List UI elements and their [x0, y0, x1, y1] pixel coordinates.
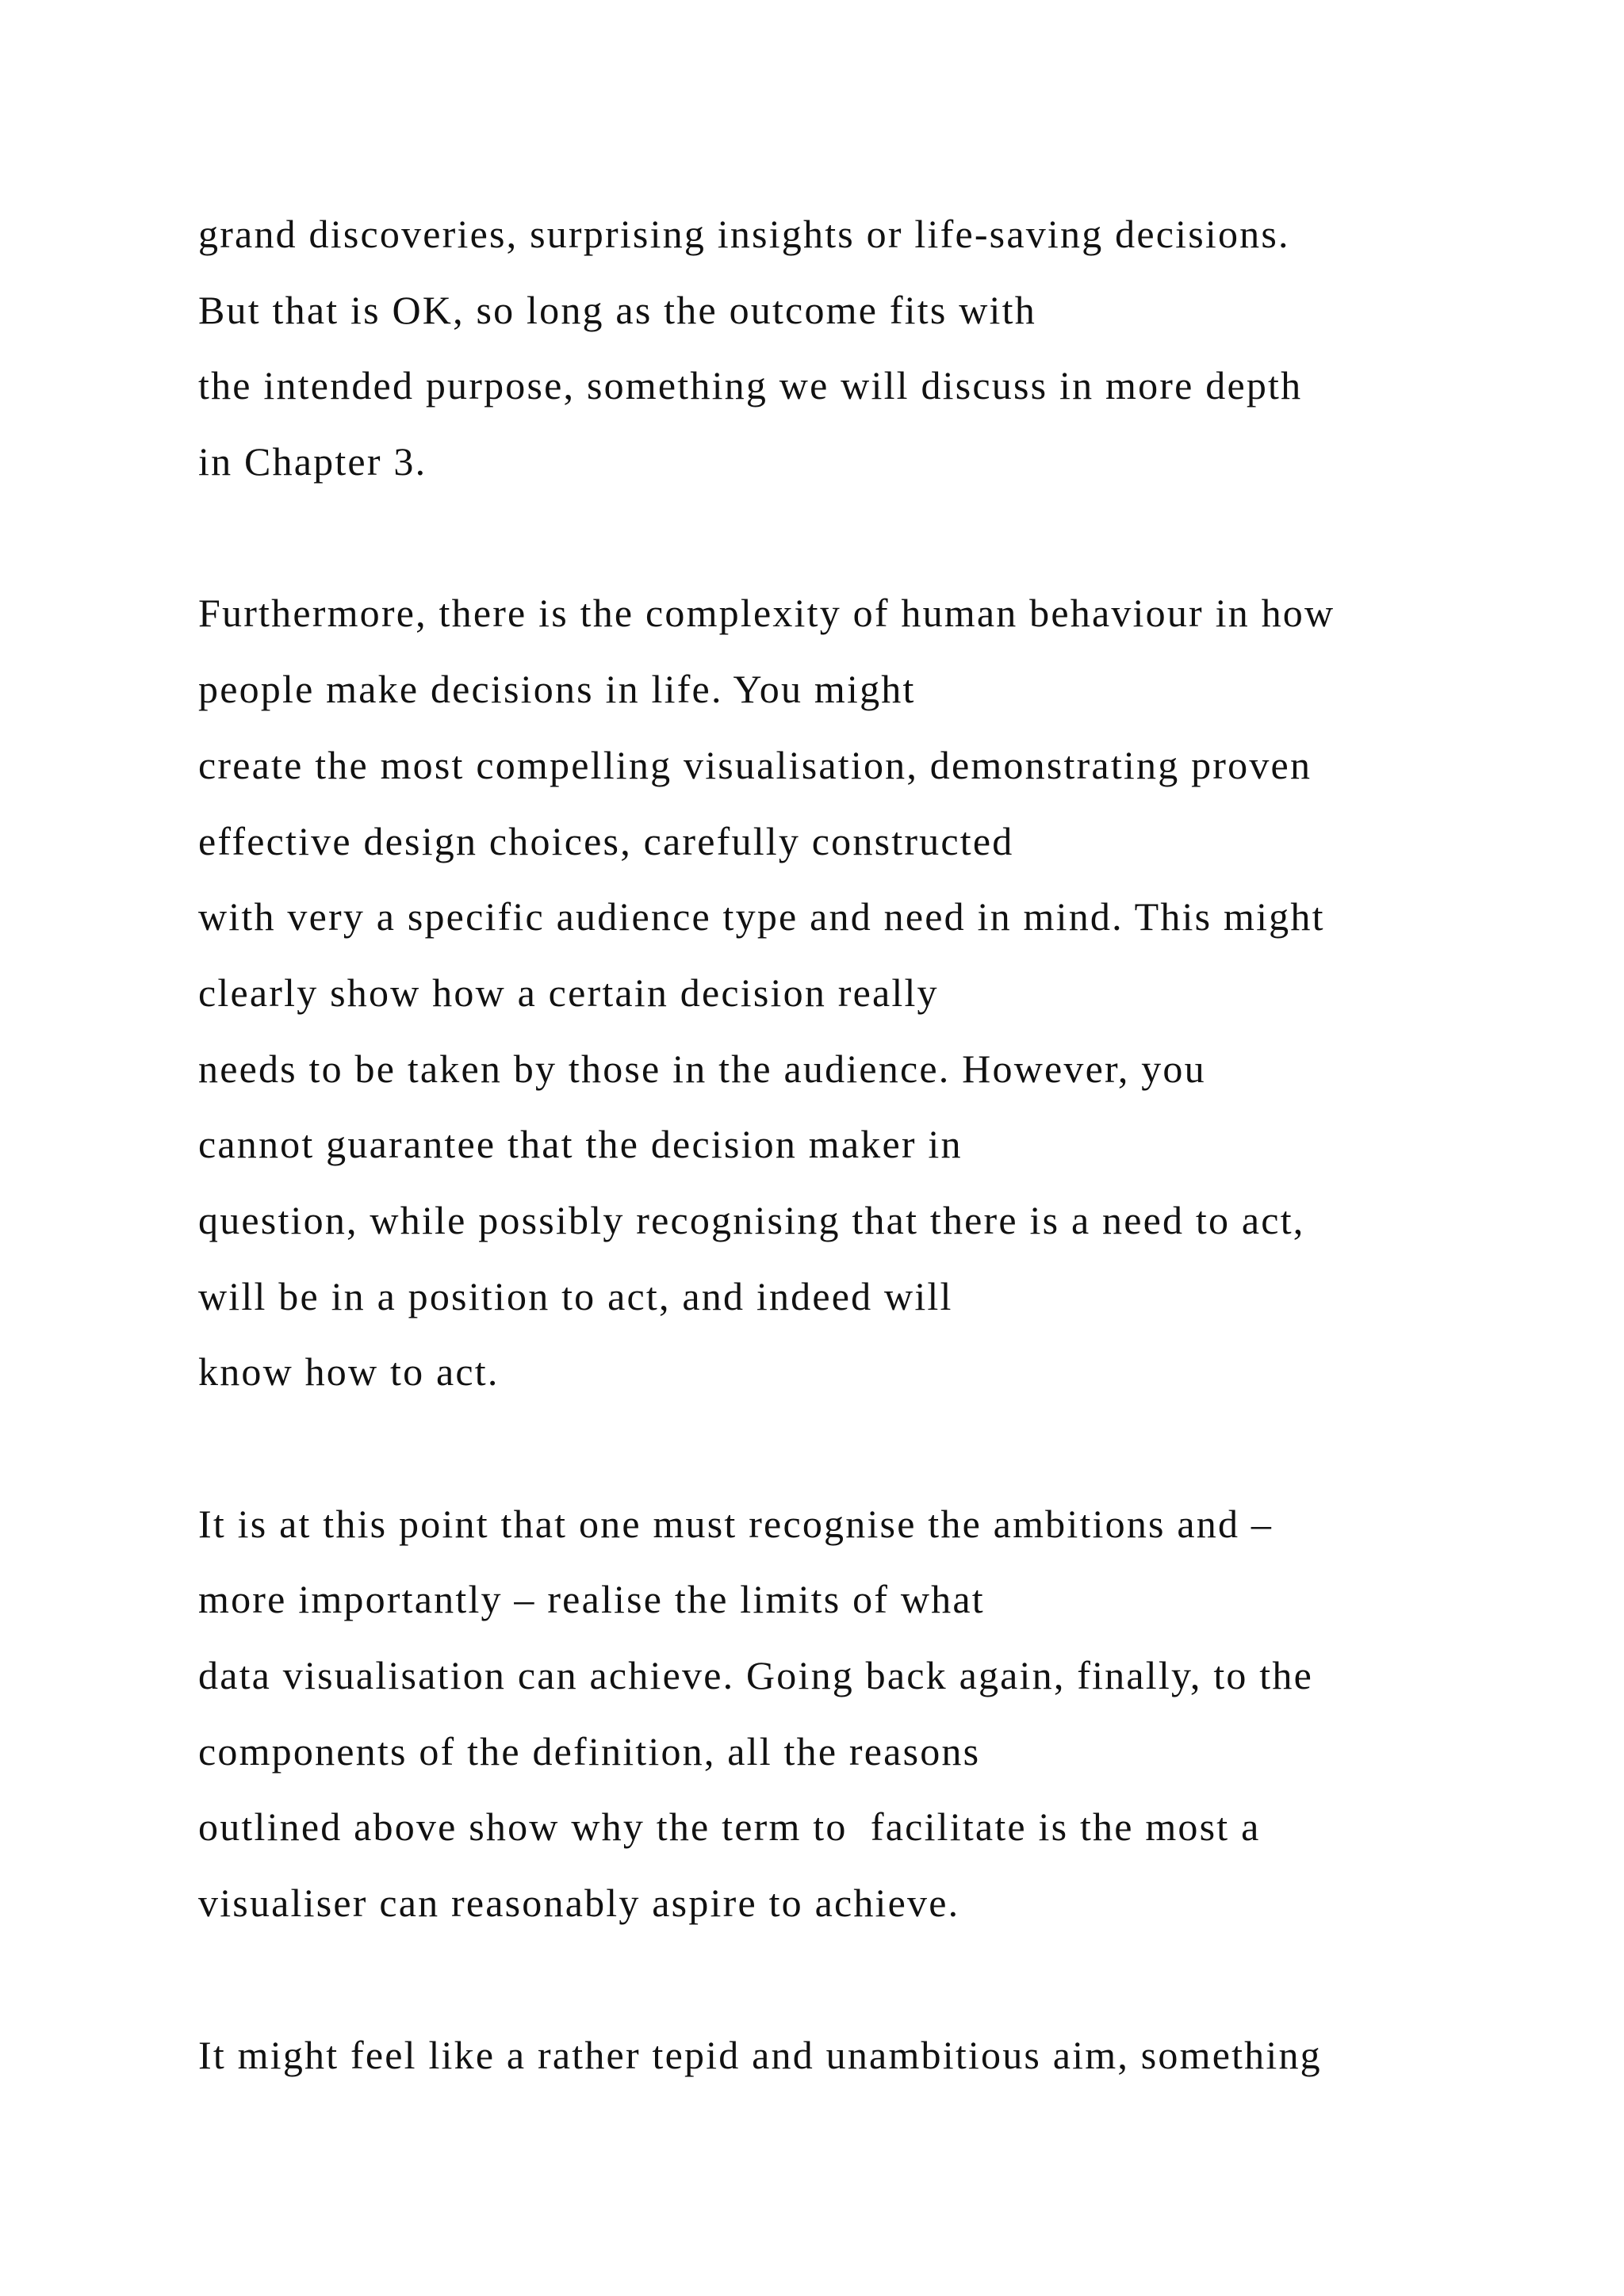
- text-line: create the most compelling visualisation, demonstrating proven: [198, 742, 1312, 787]
- text-line: visualiser can reasonably aspire to achieve.: [198, 1881, 960, 1926]
- text-line: more importantly – realise the limits of what: [198, 1577, 985, 1622]
- paragraph-gap: [198, 1942, 1546, 2018]
- paragraph-3: [198, 1487, 1546, 1942]
- text-line: will be in a position to act, and indeed will: [198, 1273, 953, 1318]
- text-line: Furthermore, there is the complexity of human behaviour in how: [198, 591, 1335, 636]
- paragraph-2: [198, 576, 1546, 1410]
- text-line: with very a specific audience type and need in mind. This might: [198, 894, 1325, 939]
- text-line: question, while possibly recognising that there is a need to act,: [198, 1197, 1305, 1242]
- text-line: components of the definition, all the reasons: [198, 1728, 981, 1774]
- paragraph-1: [198, 197, 1546, 500]
- text-line: clearly show how a certain decision really: [198, 970, 939, 1015]
- text-line: people make decisions in life. You might: [198, 667, 916, 712]
- paragraph-gap: [198, 500, 1546, 576]
- text-line: in Chapter 3.: [198, 439, 427, 484]
- text-line: needs to be taken by those in the audience. However, you: [198, 1046, 1206, 1091]
- paragraph-4: [198, 2018, 1546, 2094]
- text-line: know how to act.: [198, 1349, 500, 1395]
- text-line: But that is OK, so long as the outcome fits with: [198, 287, 1036, 332]
- text-line: It might feel like a rather tepid and unambitious aim, something: [198, 2032, 1322, 2077]
- text-line: grand discoveries, surprising insights or life-saving decisions.: [198, 212, 1290, 256]
- paragraph-gap: [198, 1410, 1546, 1487]
- text-line: data visualisation can achieve. Going back again, finally, to the: [198, 1653, 1313, 1698]
- text-body: [198, 197, 1546, 2093]
- text-line: outlined above show why the term to facilitate is the most a: [198, 1804, 1261, 1850]
- text-line: cannot guarantee that the decision maker in: [198, 1122, 963, 1167]
- text-line: effective design choices, carefully constructed: [198, 818, 1014, 863]
- text-line: It is at this point that one must recognise the ambitions and –: [198, 1501, 1274, 1546]
- text-line: the intended purpose, something we will discuss in more depth: [198, 363, 1303, 408]
